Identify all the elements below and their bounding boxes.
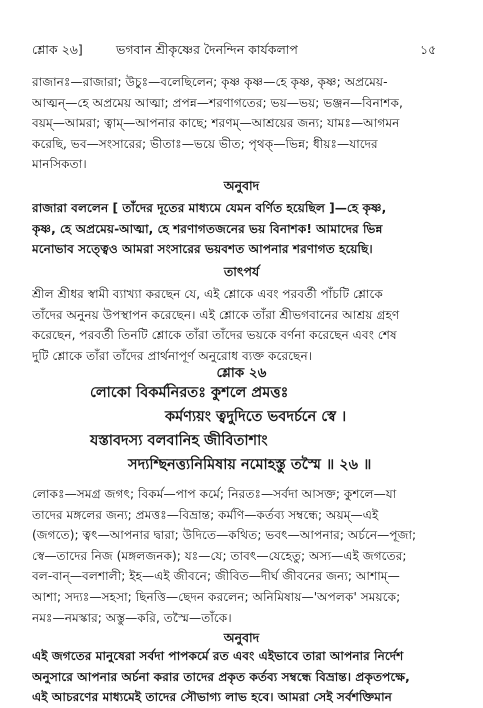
- text-line: স্বে—তাদের নিজ (মঙ্গলজনক); যঃ—যে; তাবৎ—যেহেতু; অস্য—এই জগতের;: [32, 548, 407, 563]
- text-line: শ্রীল শ্রীধর স্বামী ব্যাখ্যা করছেন যে, এই শ্লোকে এবং পরবর্তী পাঁচটি শ্লোকে: [32, 287, 383, 301]
- text-line: (জগতে); ত্বৎ—আপনার দ্বারা; উদিতে—কথিত; ভবৎ—আপনার; অর্চনে—পূজা;: [32, 528, 417, 543]
- text-line: এই আচরণের মাধ্যমেই তাদের সৌভাগ্য লাভ হবে। আমরা সেই সর্বশক্তিমান: [32, 690, 392, 705]
- translation-heading: অনুবাদ: [223, 630, 260, 645]
- text-line: নমঃ—নমস্কার; অস্তু—করি, তস্মৈ—তাঁকে।: [32, 610, 232, 625]
- text-line: করেছেন, পরবর্তী তিনটি শ্লোকে তাঁরা তাঁদের ভয়কে বর্ণনা করেছেন এবং শেষ: [32, 328, 397, 343]
- text-line: রাজানঃ—রাজারা; উচুঃ—বলেছিলেন; কৃষ্ণ কৃষ্ণ—হে কৃষ্ণ, কৃষ্ণ; অপ্রমেয়-: [32, 75, 388, 89]
- header-chapter-title: ভগবান শ্রীকৃষ্ণের দৈনন্দিন কার্যকলাপ: [116, 42, 298, 57]
- text-line: বল-বান্—বলশালী; ইহ—এই জীবনে; জীবিত—দীর্ঘ জীবনের জন্য; আশাম্—: [32, 569, 400, 584]
- text-line: অনুসারে আপনার অর্চনা করার তাদের প্রকৃত কর্তব্য সম্বন্ধে বিভ্রান্ত। প্রকৃতপক্ষে,: [32, 669, 410, 684]
- verse-heading: শ্লোক ২৬: [216, 365, 267, 381]
- verse-line-3: যস্তাবদস্য বলবানিহ জীবিতাশাং: [90, 433, 268, 449]
- text-line: মনোভাব সত্ত্বেও আমরা সংসারের ভয়বশত আপনার শরণাগত হয়েছি।: [32, 242, 373, 257]
- purport-heading: তাৎপর্য: [223, 264, 260, 279]
- text-line: বয়ম্—আমরা; ত্বাম্—আপনার কাছে; শরণম্—আশ্রয়ের জন্য; যামঃ—আগমন: [32, 116, 400, 131]
- text-line: কৃষ্ণ, হে অপ্রমেয়-আত্মা, হে শরণাগতজনের ভয় বিনাশক! আমাদের ভিন্ন: [32, 221, 383, 236]
- text-line: আত্মন্—হে অপ্রমেয় আত্মা; প্রপন্ন—শরণাগতের; ভয়—ভয়; ভঞ্জন—বিনাশক,: [32, 95, 403, 110]
- verse-line-2: কর্মণ্যয়ং ত্বদুদিতে ভবদর্চনে স্বে ।: [165, 409, 347, 425]
- text-line: এই জগতের মানুষেরা সর্বদা পাপকর্মে রত এবং এইভাবে তারা আপনার নির্দেশ: [32, 649, 404, 663]
- text-line: তাদের মঙ্গলের জন্য; প্রমত্তঃ—বিভ্রান্ত; কর্মণি—কর্তব্য সম্বন্ধে; অয়ম্—এই: [32, 507, 379, 522]
- purport-section: [32, 284, 454, 366]
- verse-line-4: সদ্যশ্ছিনত্ত্যনিমিষায় নমোহস্তু তস্মৈ ॥ ২৬ ॥: [128, 457, 372, 473]
- translation-section-2: [32, 646, 454, 708]
- page-number: ১৫: [420, 42, 437, 57]
- text-line: আশা; সদ্যঃ—সহসা; ছিনত্তি—ছেদন করলেন; অনিমিষায়—'অপলক' সময়কে;: [32, 589, 401, 604]
- verse-line-1: লোকো বিকর্মনিরতঃ কুশলে প্রমত্তঃ: [90, 385, 289, 401]
- text-line: তাঁদের অনুনয় উপস্থাপন করেছেন। এই শ্লোকে তাঁরা শ্রীভগবানের আশ্রয় গ্রহণ: [32, 307, 400, 322]
- text-line: দুটি শ্লোকে তাঁরা তাঁদের প্রার্থনাপূর্ণ অনুরোধ ব্যক্ত করেছেন।: [32, 348, 313, 363]
- translation-section-1: [32, 198, 454, 260]
- text-line: মানসিকতা।: [32, 157, 87, 172]
- text-line: লোকঃ—সমগ্র জগৎ; বিকর্ম—পাপ কর্মে; নিরতঃ—সর্বদা আসক্ত; কুশলে—যা: [32, 487, 397, 501]
- header-verse-ref: শ্লোক ২৬]: [32, 42, 83, 57]
- text-line: রাজারা বললেন [ তাঁদের দূতের মাধ্যমে যেমন বর্ণিত হয়েছিল ]—হে কৃষ্ণ,: [32, 201, 387, 215]
- word-for-word-section-1: [32, 72, 454, 175]
- text-line: করেছি, ভব—সংসারের; ভীতাঃ—ভয়ে ভীত; পৃথক্—ভিন্ন; ধীয়ঃ—যাদের: [32, 136, 378, 151]
- word-for-word-section-2: [32, 484, 454, 628]
- translation-heading: অনুবাদ: [223, 178, 260, 193]
